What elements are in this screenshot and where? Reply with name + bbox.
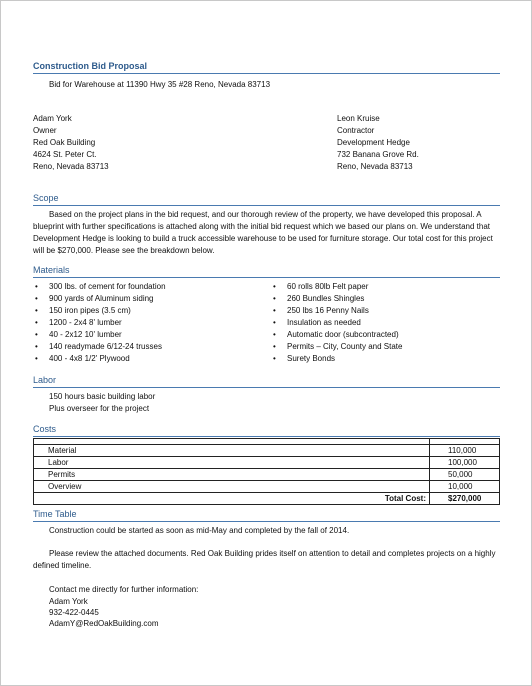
list-item: • 400 - 4x8 1/2' Plywood [49,353,130,365]
sender-line: Adam York [33,114,72,123]
list-item: • 150 iron pipes (3.5 cm) [49,305,131,317]
contact-intro: Contact me directly for further information: [49,585,199,594]
contact-phone: 932-422-0445 [49,608,99,617]
recipient-line: Contractor [337,126,375,135]
cost-label: Labor [34,457,430,469]
table-row [34,445,500,457]
list-item: • Surety Bonds [287,353,335,365]
labor-heading: Labor [33,375,57,385]
list-item: • 60 rolls 80lb Felt paper [287,281,368,293]
scope-rule [33,205,500,206]
recipient-line: Reno, Nevada 83713 [337,162,413,171]
bid-subject: Bid for Warehouse at 11390 Hwy 35 #28 Reno, Nevada 83713 [49,80,271,89]
labor-line: Plus overseer for the project [49,404,150,413]
sender-line: Owner [33,126,57,135]
recipient-line: 732 Banana Grove Rd. [337,150,419,159]
recipient-line: Leon Kruise [337,114,380,123]
costs-heading: Costs [33,424,57,434]
sender-line: Reno, Nevada 83713 [33,162,109,171]
cost-value: 110,000 [430,445,500,457]
total-cost-label: Total Cost: [34,493,430,505]
list-item: • 300 lbs. of cement for foundation [49,281,166,293]
list-item: • 40 - 2x12 10' lumber [49,329,122,341]
timetable-heading: Time Table [33,509,77,519]
list-item: • 250 lbs 16 Penny Nails [287,305,369,317]
materials-rule [33,277,500,278]
sender-line: 4624 St. Peter Ct. [33,150,97,159]
list-item: • 260 Bundles Shingles [287,293,364,305]
cost-value: 100,000 [430,457,500,469]
list-item: • Automatic door (subcontracted) [287,329,399,341]
materials-heading: Materials [33,265,70,275]
review-paragraph: Please review the attached documents. Red Oak Building prides itself on attention to detail and completes projects on a highly defined timeline. [33,549,496,570]
contact-name: Adam York [49,597,88,606]
cost-label: Material [34,445,430,457]
scope-paragraph: Based on the project plans in the bid request, and our thorough review of the property, we have developed this proposal. A blueprint with further specifications is attached along with the initial bid request which we based our plans on. We understand that Development Hedge is looking to build a truck accessible warehouse to be used for furniture storage. Our total cost for this project will be $270,000. Please see the breakdown below. [33,210,493,255]
list-item: • 140 readymade 6/12-24 trusses [49,341,162,353]
contact-email: AdamY@RedOakBuilding.com [49,619,159,628]
timetable-paragraph: Construction could be started as soon as mid-May and completed by the fall of 2014. [49,526,350,535]
list-item: • 900 yards of Aluminum siding [49,293,154,305]
cost-value: 50,000 [430,469,500,481]
sender-line: Red Oak Building [33,138,96,147]
recipient-line: Development Hedge [337,138,410,147]
cost-label: Permits [34,469,430,481]
table-row [34,457,500,469]
table-row [34,481,500,493]
table-row [34,469,500,481]
table-row [34,493,500,505]
timetable-rule [33,521,500,522]
list-item: • 1200 - 2x4 8' lumber [49,317,122,329]
scope-heading: Scope [33,193,59,203]
costs-rule [33,436,500,437]
doc-title: Construction Bid Proposal [33,61,148,71]
labor-rule [33,387,500,388]
title-rule [33,73,500,74]
list-item: • Permits – City, County and State [287,341,402,353]
labor-line: 150 hours basic building labor [49,392,156,401]
list-item: • Insulation as needed [287,317,361,329]
cost-value: 10,000 [430,481,500,493]
cost-label: Overview [34,481,430,493]
total-cost-value: $270,000 [430,493,500,505]
costs-table [33,438,500,505]
